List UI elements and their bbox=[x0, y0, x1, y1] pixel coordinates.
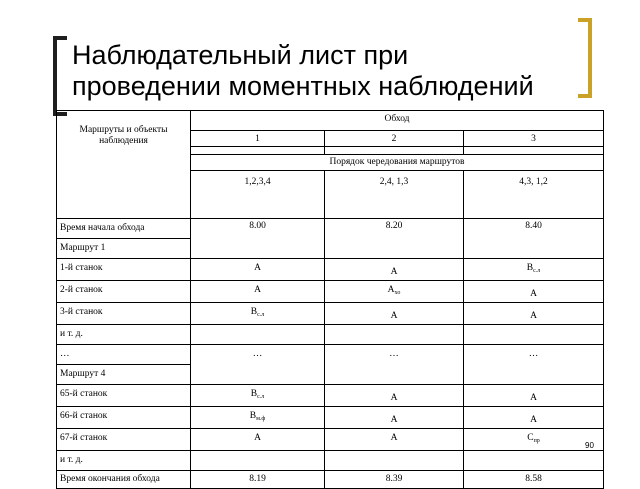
header-order-3: 4,3, 1,2 bbox=[464, 171, 604, 219]
table-row bbox=[57, 407, 604, 429]
header-round-3: 3 bbox=[464, 131, 604, 147]
header-round: Обход bbox=[191, 111, 604, 131]
header-row-round bbox=[57, 111, 604, 131]
round-2-value: А bbox=[390, 433, 398, 443]
machine-label: 1-й станок bbox=[60, 263, 103, 273]
row-route-1-etc bbox=[57, 325, 604, 345]
start-time-round-1: 8.00 bbox=[191, 219, 325, 259]
value-subscript: м.ф bbox=[256, 416, 266, 422]
ellipsis-round-2: … bbox=[325, 345, 464, 385]
end-time-round-1: 8.19 bbox=[191, 471, 325, 489]
machine-label: 67-й станок bbox=[60, 433, 108, 443]
machine-label: 3-й станок bbox=[60, 307, 103, 317]
table-row bbox=[57, 259, 604, 281]
round-3-value: А bbox=[530, 311, 537, 321]
round-1-value: А bbox=[254, 433, 261, 443]
route-4-etc-label: и т. д. bbox=[57, 451, 191, 471]
round-2-value: А bbox=[390, 311, 398, 321]
table-row bbox=[57, 281, 604, 303]
ellipsis-label: … bbox=[57, 345, 191, 365]
value-subscript: хо bbox=[394, 290, 401, 296]
row-start-time bbox=[57, 219, 604, 239]
round-1-value: $В_{м.ф}$ bbox=[249, 411, 266, 422]
value-subscript: с.л bbox=[257, 394, 265, 400]
round-3-value: $С_{пр}$ bbox=[527, 433, 540, 444]
round-2-value: А bbox=[390, 415, 398, 425]
round-1-value: А bbox=[254, 285, 261, 295]
header-order-2: 2,4, 1,3 bbox=[325, 171, 464, 219]
right-bracket-decoration bbox=[578, 18, 592, 98]
header-route-order: Порядок чередования маршрутов bbox=[191, 155, 604, 171]
slide-number: 90 bbox=[585, 441, 594, 450]
route-4-label: Маршрут 4 bbox=[57, 365, 191, 385]
observation-sheet-table bbox=[56, 110, 604, 489]
route-1-label: Маршрут 1 bbox=[57, 239, 191, 259]
machine-label: 66-й станок bbox=[60, 411, 108, 421]
end-time-round-3: 8.58 bbox=[464, 471, 604, 489]
end-time-label: Время окончания обхода bbox=[57, 471, 191, 489]
start-time-round-2: 8.20 bbox=[325, 219, 464, 259]
ellipsis-round-1: … bbox=[191, 345, 325, 385]
end-time-round-2: 8.39 bbox=[325, 471, 464, 489]
slide-title bbox=[72, 40, 534, 102]
value-subscript: с.л bbox=[257, 312, 265, 318]
round-1-value: $В_{с.л}$ bbox=[250, 307, 265, 318]
round-1-value: $В_{с.л}$ bbox=[250, 389, 265, 400]
round-3-value: А bbox=[530, 393, 537, 403]
value-subscript: с.л bbox=[533, 268, 541, 274]
round-1-value: А bbox=[254, 263, 261, 273]
start-time-round-3: 8.40 bbox=[464, 219, 604, 259]
table-row bbox=[57, 303, 604, 325]
round-2-value: А bbox=[390, 393, 398, 403]
round-3-value: $В_{с.л}$ bbox=[526, 263, 541, 274]
machine-label: 2-й станок bbox=[60, 285, 103, 295]
round-2-value: А bbox=[390, 267, 398, 277]
route-1-etc-label: и т. д. bbox=[57, 325, 191, 345]
round-3-value: А bbox=[530, 289, 537, 299]
round-3-value: А bbox=[530, 415, 537, 425]
row-ellipsis bbox=[57, 345, 604, 365]
header-round-2: 2 bbox=[325, 131, 464, 147]
slide-title-line-1: Наблюдательный лист при bbox=[72, 40, 409, 70]
slide-title-line-2: проведении моментных наблюдений bbox=[72, 71, 534, 101]
left-bracket-decoration bbox=[53, 36, 67, 116]
header-round-1: 1 bbox=[191, 131, 325, 147]
row-route-4-etc bbox=[57, 451, 604, 471]
table-row bbox=[57, 429, 604, 451]
ellipsis-round-3: … bbox=[464, 345, 604, 385]
header-routes-objects: Маршруты и объекты наблюдения bbox=[57, 111, 191, 219]
header-order-1: 1,2,3,4 bbox=[191, 171, 325, 219]
table-row bbox=[57, 385, 604, 407]
start-time-label: Время начала обхода bbox=[57, 219, 191, 239]
value-subscript: пр bbox=[533, 438, 540, 444]
machine-label: 65-й станок bbox=[60, 389, 108, 399]
round-2-value: $А_{хо}$ bbox=[387, 285, 401, 296]
